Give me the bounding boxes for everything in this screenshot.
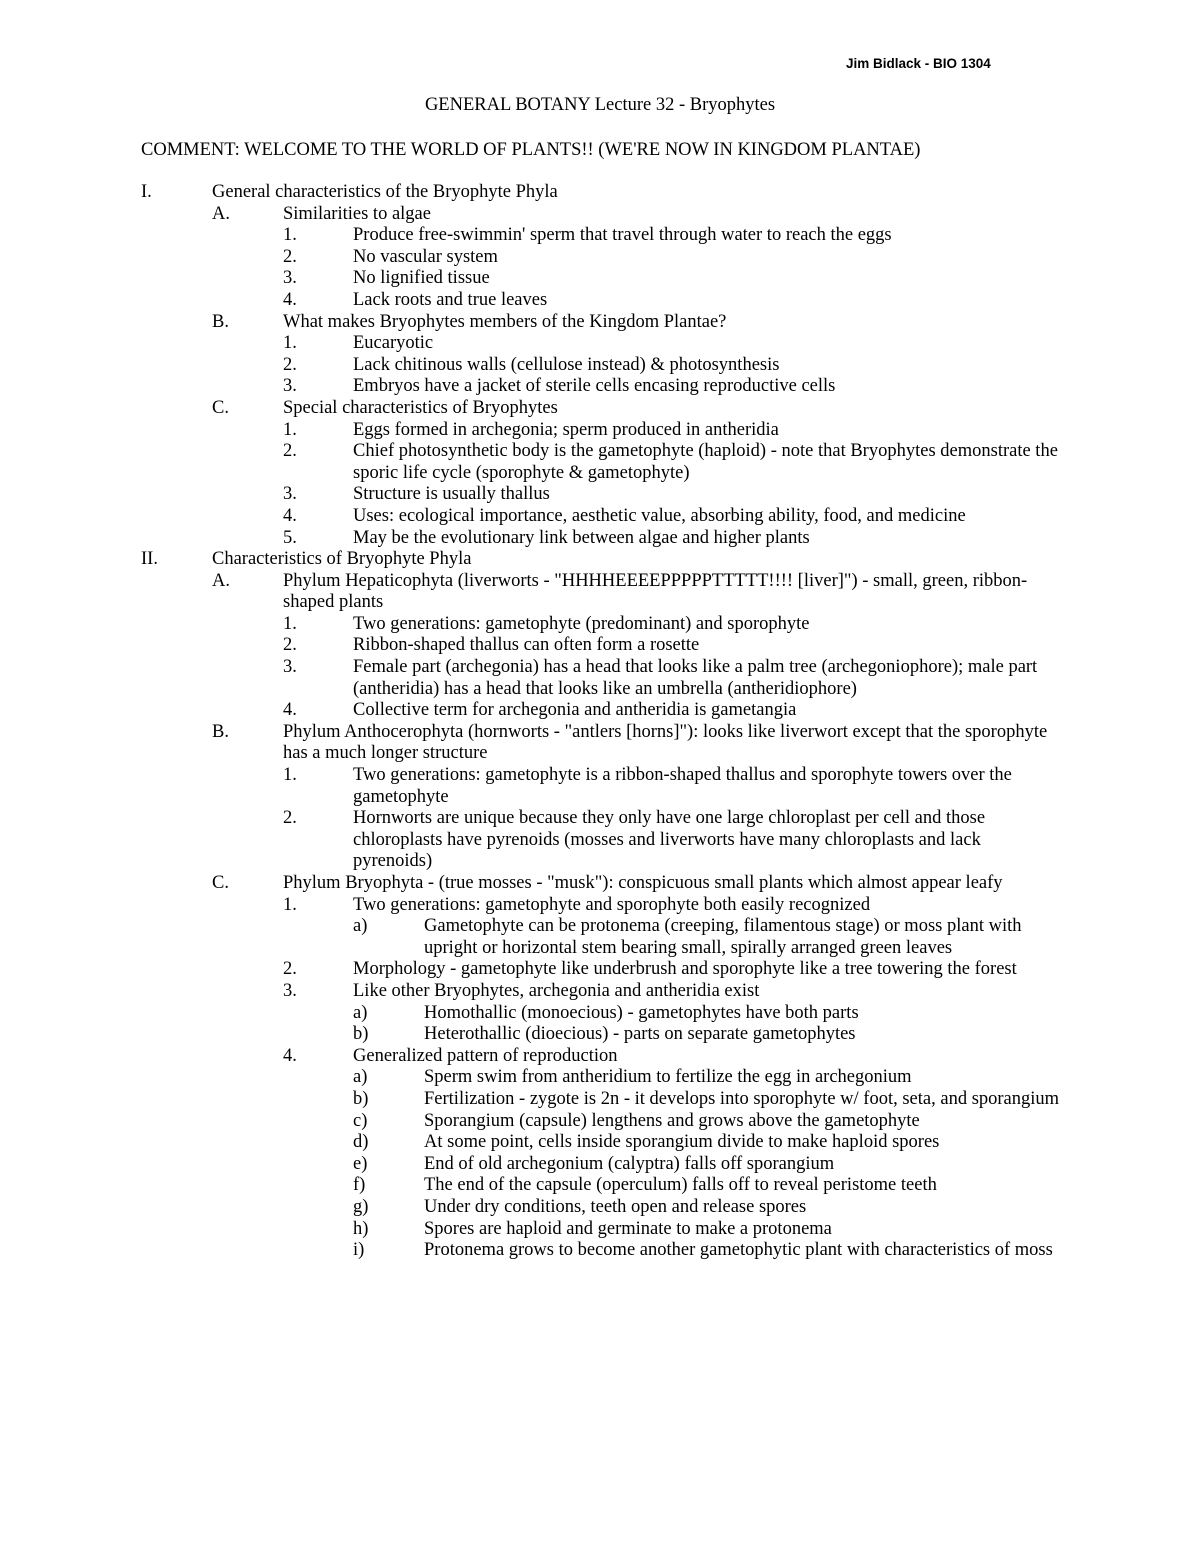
outline-item-level-4 xyxy=(141,1024,1061,1046)
outline-text: Similarities to algae xyxy=(283,203,431,224)
outline-item-level-4 xyxy=(141,916,1061,959)
outline-text: Ribbon-shaped thallus can often form a rosette xyxy=(353,635,700,656)
comment-line: COMMENT: WELCOME TO THE WORLD OF PLANTS!! (WE'RE NOW IN KINGDOM PLANTAE) xyxy=(141,140,921,160)
lecture-outline xyxy=(141,182,1061,1262)
outline-item-level-3 xyxy=(141,268,1061,290)
outline-marker: 3. xyxy=(283,268,297,289)
outline-text: May be the evolutionary link between algae and higher plants xyxy=(353,527,810,548)
outline-text: Produce free-swimmin' sperm that travel through water to reach the eggs xyxy=(353,225,892,246)
outline-marker: 4. xyxy=(283,289,297,310)
outline-item-level-3 xyxy=(141,376,1061,398)
outline-text: At some point, cells inside sporangium divide to make haploid spores xyxy=(424,1132,940,1153)
outline-text: Heterothallic (dioecious) - parts on separate gametophytes xyxy=(424,1024,856,1045)
outline-text: Sporangium (capsule) lengthens and grows above the gametophyte xyxy=(424,1110,920,1131)
outline-text: Special characteristics of Bryophytes xyxy=(283,397,558,418)
outline-item-level-3 xyxy=(141,959,1061,981)
outline-marker: A. xyxy=(212,203,230,224)
outline-marker: 2. xyxy=(283,635,297,656)
outline-item-level-3 xyxy=(141,484,1061,506)
outline-text: Embryos have a jacket of sterile cells encasing reproductive cells xyxy=(353,376,836,397)
outline-item-level-3 xyxy=(141,420,1061,442)
outline-text: General characteristics of the Bryophyte Phyla xyxy=(212,182,558,202)
outline-marker: 5. xyxy=(283,527,297,548)
outline-text: Phylum Hepaticophyta (liverworts - "HHHHEEEEPPPPPTTTTT!!!! [liver]") - small, green, ribbon-shaped plants xyxy=(283,570,1028,613)
outline-text: Structure is usually thallus xyxy=(353,484,550,505)
outline-item-level-3 xyxy=(141,895,1061,917)
outline-item-level-3 xyxy=(141,765,1061,808)
outline-text: Eucaryotic xyxy=(353,333,434,354)
outline-item-level-3 xyxy=(141,506,1061,528)
outline-marker: A. xyxy=(212,570,230,591)
outline-text: Fertilization - zygote is 2n - it develops into sporophyte w/ foot, seta, and sporangium xyxy=(424,1088,1060,1109)
outline-text: Uses: ecological importance, aesthetic value, absorbing ability, food, and medicine xyxy=(353,505,966,526)
outline-item-level-3 xyxy=(141,441,1061,484)
outline-item-level-4 xyxy=(141,1067,1061,1089)
outline-marker: 3. xyxy=(283,657,297,678)
outline-marker: a) xyxy=(353,916,368,937)
outline-marker: 1. xyxy=(283,765,297,786)
outline-text: Collective term for archegonia and antheridia is gametangia xyxy=(353,700,797,721)
outline-item-level-3 xyxy=(141,657,1061,700)
outline-marker: 1. xyxy=(283,894,297,915)
outline-marker: 2. xyxy=(283,808,297,829)
outline-marker: a) xyxy=(353,1002,368,1023)
outline-marker: c) xyxy=(353,1110,368,1131)
outline-marker: 1. xyxy=(283,225,297,246)
outline-item-level-4 xyxy=(141,1175,1061,1197)
outline-text: Under dry conditions, teeth open and release spores xyxy=(424,1196,807,1217)
outline-item-level-1 xyxy=(141,182,1061,204)
outline-marker: b) xyxy=(353,1024,369,1045)
outline-item-level-2 xyxy=(141,204,1061,226)
outline-marker: 4. xyxy=(283,1045,297,1066)
outline-marker: h) xyxy=(353,1218,369,1239)
outline-item-level-4 xyxy=(141,1219,1061,1241)
outline-item-level-3 xyxy=(141,528,1061,550)
outline-marker: 2. xyxy=(283,441,297,462)
outline-marker: C. xyxy=(212,873,229,893)
outline-item-level-3 xyxy=(141,700,1061,722)
outline-text: Chief photosynthetic body is the gametophyte (haploid) - note that Bryophytes demonstrate the sporic life cycle (sporophyte & gametophyte) xyxy=(353,441,1058,483)
outline-item-level-3 xyxy=(141,290,1061,312)
outline-marker: B. xyxy=(212,311,229,332)
outline-item-level-4 xyxy=(141,1197,1061,1219)
outline-marker: 2. xyxy=(283,246,297,267)
outline-item-level-4 xyxy=(141,1132,1061,1154)
outline-item-level-4 xyxy=(141,1003,1061,1025)
outline-item-level-2 xyxy=(141,398,1061,420)
outline-marker: i) xyxy=(353,1240,365,1261)
page-title: GENERAL BOTANY Lecture 32 - Bryophytes xyxy=(424,95,776,115)
outline-text: Protonema grows to become another gametophytic plant with characteristics of moss xyxy=(424,1240,1053,1261)
outline-marker: B. xyxy=(212,721,229,742)
outline-marker: b) xyxy=(353,1088,369,1109)
outline-item-level-3 xyxy=(141,635,1061,657)
outline-item-level-2 xyxy=(141,312,1061,334)
outline-marker: 3. xyxy=(283,376,297,397)
outline-marker: I. xyxy=(141,182,152,202)
outline-text: Phylum Bryophyta - (true mosses - "musk"): conspicuous small plants which almost appear leafy xyxy=(283,873,1003,893)
outline-marker: g) xyxy=(353,1196,369,1217)
outline-text: Eggs formed in archegonia; sperm produced in antheridia xyxy=(353,419,779,440)
outline-text: Gametophyte can be protonema (creeping, filamentous stage) or moss plant with upright or horizontal stem bearing small, spirally arranged green leaves xyxy=(424,916,1022,958)
outline-text: Like other Bryophytes, archegonia and antheridia exist xyxy=(353,980,760,1001)
outline-item-level-4 xyxy=(141,1154,1061,1176)
outline-text: Spores are haploid and germinate to make a protonema xyxy=(424,1218,832,1239)
outline-text: Homothallic (monoecious) - gametophytes have both parts xyxy=(424,1002,859,1023)
outline-text: End of old archegonium (calyptra) falls off sporangium xyxy=(424,1153,835,1174)
outline-marker: 2. xyxy=(283,959,297,980)
outline-marker: 4. xyxy=(283,505,297,526)
outline-text: No lignified tissue xyxy=(353,268,490,289)
outline-marker: 1. xyxy=(283,613,297,634)
outline-item-level-4 xyxy=(141,1111,1061,1133)
outline-marker: d) xyxy=(353,1132,369,1153)
outline-marker: II. xyxy=(141,549,158,570)
outline-text: Sperm swim from antheridium to fertilize the egg in archegonium xyxy=(424,1067,912,1088)
outline-marker: e) xyxy=(353,1153,368,1174)
outline-item-level-3 xyxy=(141,355,1061,377)
outline-item-level-3 xyxy=(141,225,1061,247)
outline-text: Characteristics of Bryophyte Phyla xyxy=(212,549,472,570)
outline-item-level-3 xyxy=(141,808,1061,873)
outline-marker: f) xyxy=(353,1175,366,1196)
outline-item-level-3 xyxy=(141,614,1061,636)
outline-marker: a) xyxy=(353,1067,368,1088)
outline-marker: 4. xyxy=(283,700,297,721)
outline-text: No vascular system xyxy=(353,246,498,267)
outline-item-level-3 xyxy=(141,247,1061,269)
outline-text: Two generations: gametophyte (predominant) and sporophyte xyxy=(353,613,810,634)
outline-marker: 1. xyxy=(283,333,297,354)
outline-item-level-3 xyxy=(141,1046,1061,1068)
outline-marker: 1. xyxy=(283,419,297,440)
outline-text: Morphology - gametophyte like underbrush and sporophyte like a tree towering the forest xyxy=(353,959,1017,980)
outline-item-level-3 xyxy=(141,981,1061,1003)
outline-text: The end of the capsule (operculum) falls off to reveal peristome teeth xyxy=(424,1175,937,1196)
outline-item-level-4 xyxy=(141,1089,1061,1111)
outline-text: Female part (archegonia) has a head that looks like a palm tree (archegoniophore); male part (antheridia) has a head that looks like an umbrella (antheridiophore) xyxy=(353,657,1038,699)
outline-text: Lack chitinous walls (cellulose instead) & photosynthesis xyxy=(353,354,780,375)
outline-text: What makes Bryophytes members of the Kingdom Plantae? xyxy=(283,311,727,332)
outline-item-level-1 xyxy=(141,549,1061,571)
outline-text: Two generations: gametophyte and sporophyte both easily recognized xyxy=(353,894,871,915)
outline-item-level-2 xyxy=(141,873,1061,895)
outline-item-level-2 xyxy=(141,722,1061,765)
outline-text: Hornworts are unique because they only have one large chloroplast per cell and those chloroplasts have pyrenoids (mosses and liverworts have many chloroplasts and lack pyrenoids) xyxy=(353,808,986,872)
outline-marker: 3. xyxy=(283,484,297,505)
outline-item-level-4 xyxy=(141,1240,1061,1262)
outline-text: Generalized pattern of reproduction xyxy=(353,1045,618,1066)
outline-marker: 2. xyxy=(283,354,297,375)
outline-item-level-2 xyxy=(141,571,1061,614)
author-header: Jim Bidlack - BIO 1304 xyxy=(846,56,991,71)
outline-marker: 3. xyxy=(283,980,297,1001)
outline-text: Two generations: gametophyte is a ribbon-shaped thallus and sporophyte towers over the gametophyte xyxy=(353,765,1012,807)
outline-item-level-3 xyxy=(141,333,1061,355)
outline-marker: C. xyxy=(212,397,229,418)
outline-text: Phylum Anthocerophyta (hornworts - "antlers [horns]"): looks like liverwort except that the sporophyte has a much longer structure xyxy=(283,721,1048,764)
outline-text: Lack roots and true leaves xyxy=(353,289,548,310)
